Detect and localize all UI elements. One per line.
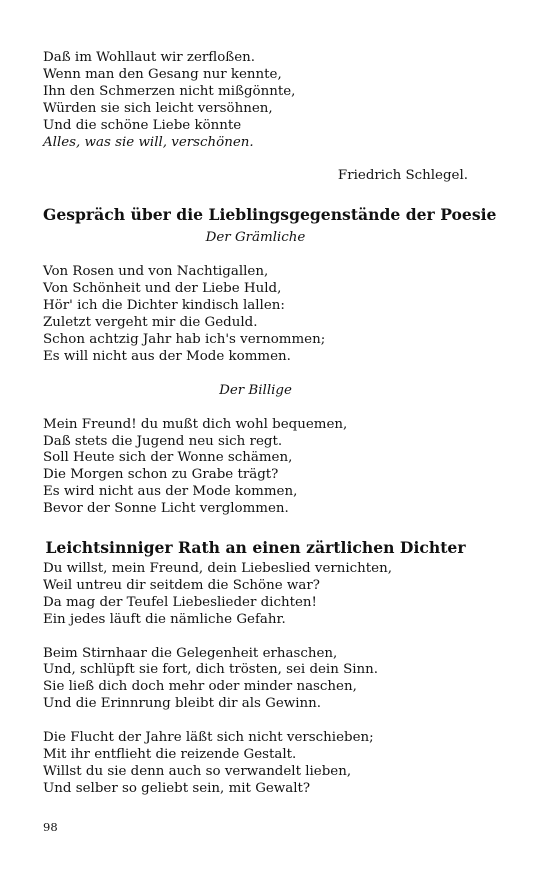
poem-line: Weil untreu dir seitdem die Schöne war? bbox=[43, 577, 320, 593]
poem-line: Ihn den Schmerzen nicht mißgönnte, bbox=[43, 83, 296, 99]
poem-stanza bbox=[43, 561, 468, 629]
poem-line: Beim Stirnhaar die Gelegenheit erhaschen, bbox=[43, 645, 338, 661]
poem-line: Die Flucht der Jahre läßt sich nicht verschieben; bbox=[43, 730, 374, 746]
poem-line: Ein jedes läuft die nämliche Gefahr. bbox=[43, 611, 286, 627]
poem-line: Zuletzt vergeht mir die Geduld. bbox=[43, 314, 258, 330]
poem-line: Die Morgen schon zu Grabe trägt? bbox=[43, 467, 279, 483]
poem-line: Daß im Wohllaut wir zerfloßen. bbox=[43, 50, 256, 65]
speaker-label: Der Billige bbox=[219, 382, 292, 398]
poem-stanza bbox=[43, 264, 468, 365]
poem-title: Leichtsinniger Rath an einen zärtlichen Dichter bbox=[45, 538, 466, 558]
stanza-gap bbox=[43, 713, 468, 730]
poem-line: Mit ihr entflieht die reizende Gestalt. bbox=[43, 746, 297, 762]
poem-line: Hör' ich die Dichter kindisch lallen: bbox=[43, 298, 285, 314]
poem-title: Gespräch über die Lieblingsgegenstände der Poesie bbox=[43, 205, 497, 225]
poem-line: Würden sie sich leicht versöhnen, bbox=[43, 100, 273, 116]
poem-line: Und die schöne Liebe könnte bbox=[43, 117, 242, 133]
poem-line: Schon achtzig Jahr hab ich's vernommen; bbox=[43, 331, 326, 347]
poem-stanza bbox=[43, 646, 468, 714]
poem-line: Mein Freund! du mußt dich wohl bequemen, bbox=[43, 416, 348, 432]
poem-line: Von Rosen und von Nachtigallen, bbox=[43, 264, 269, 280]
poem-line: Wenn man den Gesang nur kennte, bbox=[43, 66, 282, 82]
top-poem-stanza bbox=[43, 50, 468, 151]
poem-line: Soll Heute sich der Wonne schämen, bbox=[43, 450, 293, 466]
poem-line-italic: Alles, was sie will, verschönen. bbox=[43, 134, 254, 150]
poem-line: Du willst, mein Freund, dein Liebeslied vernichten, bbox=[43, 561, 392, 577]
poem-line: Es wird nicht aus der Mode kommen, bbox=[43, 484, 298, 500]
page-number: 98 bbox=[43, 820, 58, 834]
author-signature: Friedrich Schlegel. bbox=[337, 168, 468, 184]
poem-line: Es will nicht aus der Mode kommen. bbox=[43, 348, 291, 364]
poem-line: Daß stets die Jugend neu sich regt. bbox=[43, 433, 283, 449]
poem-line: Da mag der Teufel Liebeslieder dichten! bbox=[43, 594, 317, 610]
poem-line: Und selber so geliebt sein, mit Gewalt? bbox=[43, 780, 311, 796]
poem-line: Und die Erinnrung bleibt dir als Gewinn. bbox=[43, 696, 322, 712]
poem-line: Bevor der Sonne Licht verglommen. bbox=[43, 501, 289, 517]
stanza-gap bbox=[43, 629, 468, 646]
poem-stanza bbox=[43, 730, 468, 798]
speaker-label: Der Grämliche bbox=[205, 230, 306, 246]
poem-line: Sie ließ dich doch mehr oder minder naschen, bbox=[43, 679, 357, 695]
poem-line: Und, schlüpft sie fort, dich trösten, sei dein Sinn. bbox=[43, 662, 379, 678]
page-content bbox=[43, 50, 497, 798]
poem-line: Willst du sie denn auch so verwandelt lieben, bbox=[43, 763, 352, 779]
poem-line: Von Schönheit und der Liebe Huld, bbox=[43, 281, 282, 297]
poem-stanza bbox=[43, 417, 468, 518]
